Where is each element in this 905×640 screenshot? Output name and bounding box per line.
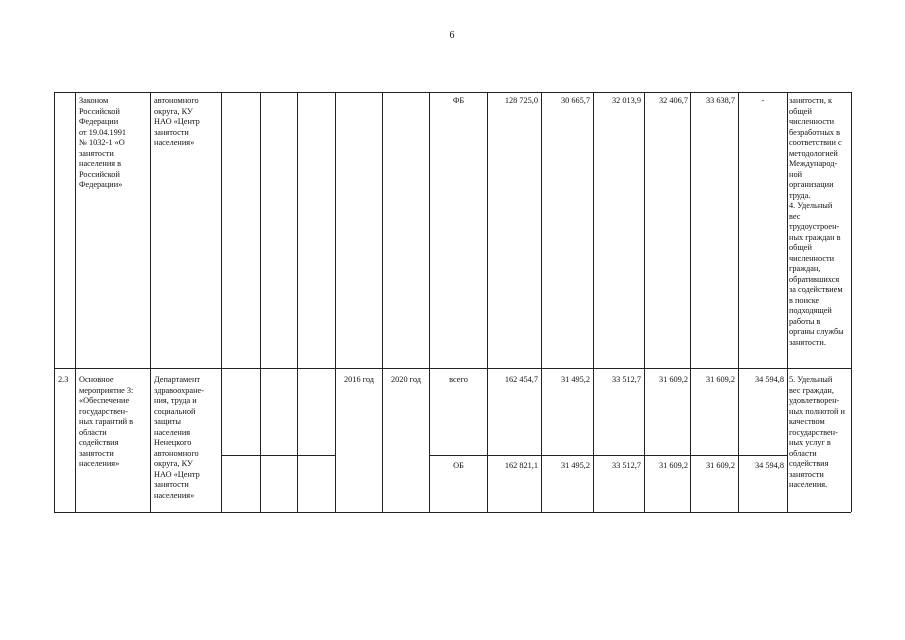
col-border	[690, 92, 691, 512]
col-border	[75, 92, 76, 512]
col-border	[593, 92, 594, 512]
col-border	[429, 92, 430, 512]
table-top-border	[54, 92, 851, 93]
col-border	[382, 92, 383, 512]
col-border	[221, 92, 222, 512]
indicator-cell: занятости, к общей численности безработных в соответствии с методологией Международ- ной организации труда. 4. Удельный вес трудоустроен- ных граждан в общей численности граждан, обратившихся за содействием в поиске подходящей работы в органы службы занятости.	[789, 96, 844, 347]
funding-source-cell: ФБ	[452, 96, 465, 105]
col-border	[487, 92, 488, 512]
sub-row-divider-right	[429, 455, 787, 456]
funding-year-5-cell: 34 594,8	[754, 375, 784, 384]
col-border	[787, 92, 788, 512]
col-border	[260, 92, 261, 512]
executor-cell: автономного округа, КУ НАО «Центр занятости населения»	[154, 96, 200, 147]
funding-year-3-cell: 31 609,2	[658, 461, 688, 470]
indicator-cell: 5. Удельный вес граждан, удовлетворен- ных полнотой и качеством государствен- ных услуг в области содействия занятости населения.	[789, 375, 845, 489]
funding-year-1-cell: 31 495,2	[560, 461, 590, 470]
funding-source-cell: всего	[449, 375, 468, 384]
funding-year-2-cell: 33 512,7	[611, 375, 641, 384]
funding-year-5-cell: 34 594,8	[754, 461, 784, 470]
row-divider	[54, 368, 851, 369]
end-year-cell: 2020 год	[391, 375, 421, 384]
funding-year-4-cell: 31 609,2	[705, 461, 735, 470]
funding-source-cell: ОБ	[453, 461, 464, 470]
funding-year-1-cell: 31 495,2	[560, 375, 590, 384]
funding-total-cell: 162 454,7	[504, 375, 538, 384]
activity-name-cell: Основное мероприятие 3: «Обеспечение государствен- ных гарантий в области содействия занятости населения»	[79, 375, 134, 468]
page-number: 6	[449, 30, 455, 41]
col-border	[297, 92, 298, 512]
col-border	[335, 92, 336, 512]
funding-year-3-cell: 32 406,7	[658, 96, 688, 105]
funding-year-2-cell: 32 013,9	[611, 96, 641, 105]
table-bottom-border	[54, 512, 851, 513]
funding-total-cell: 162 821,1	[504, 461, 538, 470]
col-border	[541, 92, 542, 512]
col-border	[150, 92, 151, 512]
funding-year-3-cell: 31 609,2	[658, 375, 688, 384]
funding-total-cell: 128 725,0	[504, 96, 538, 105]
col-border	[738, 92, 739, 512]
executor-cell: Департамент здравоохране- ния, труда и социальной защиты населения Ненецкого автономного округа, КУ НАО «Центр занятости населения»	[154, 375, 204, 500]
funding-year-1-cell: 30 665,7	[560, 96, 590, 105]
col-border	[54, 92, 55, 512]
start-year-cell: 2016 год	[344, 375, 374, 384]
col-border	[644, 92, 645, 512]
sub-row-divider-left	[221, 455, 335, 456]
basis-cell: Законом Российской Федерации от 19.04.1991 № 1032-1 «О занятости населения в Российской Федерации»	[79, 96, 127, 189]
row-number-cell: 2.3	[58, 375, 69, 384]
funding-year-2-cell: 33 512,7	[611, 461, 641, 470]
funding-year-4-cell: 31 609,2	[705, 375, 735, 384]
funding-year-4-cell: 33 638,7	[705, 96, 735, 105]
col-border	[851, 92, 852, 512]
funding-year-5-cell: -	[761, 96, 765, 105]
